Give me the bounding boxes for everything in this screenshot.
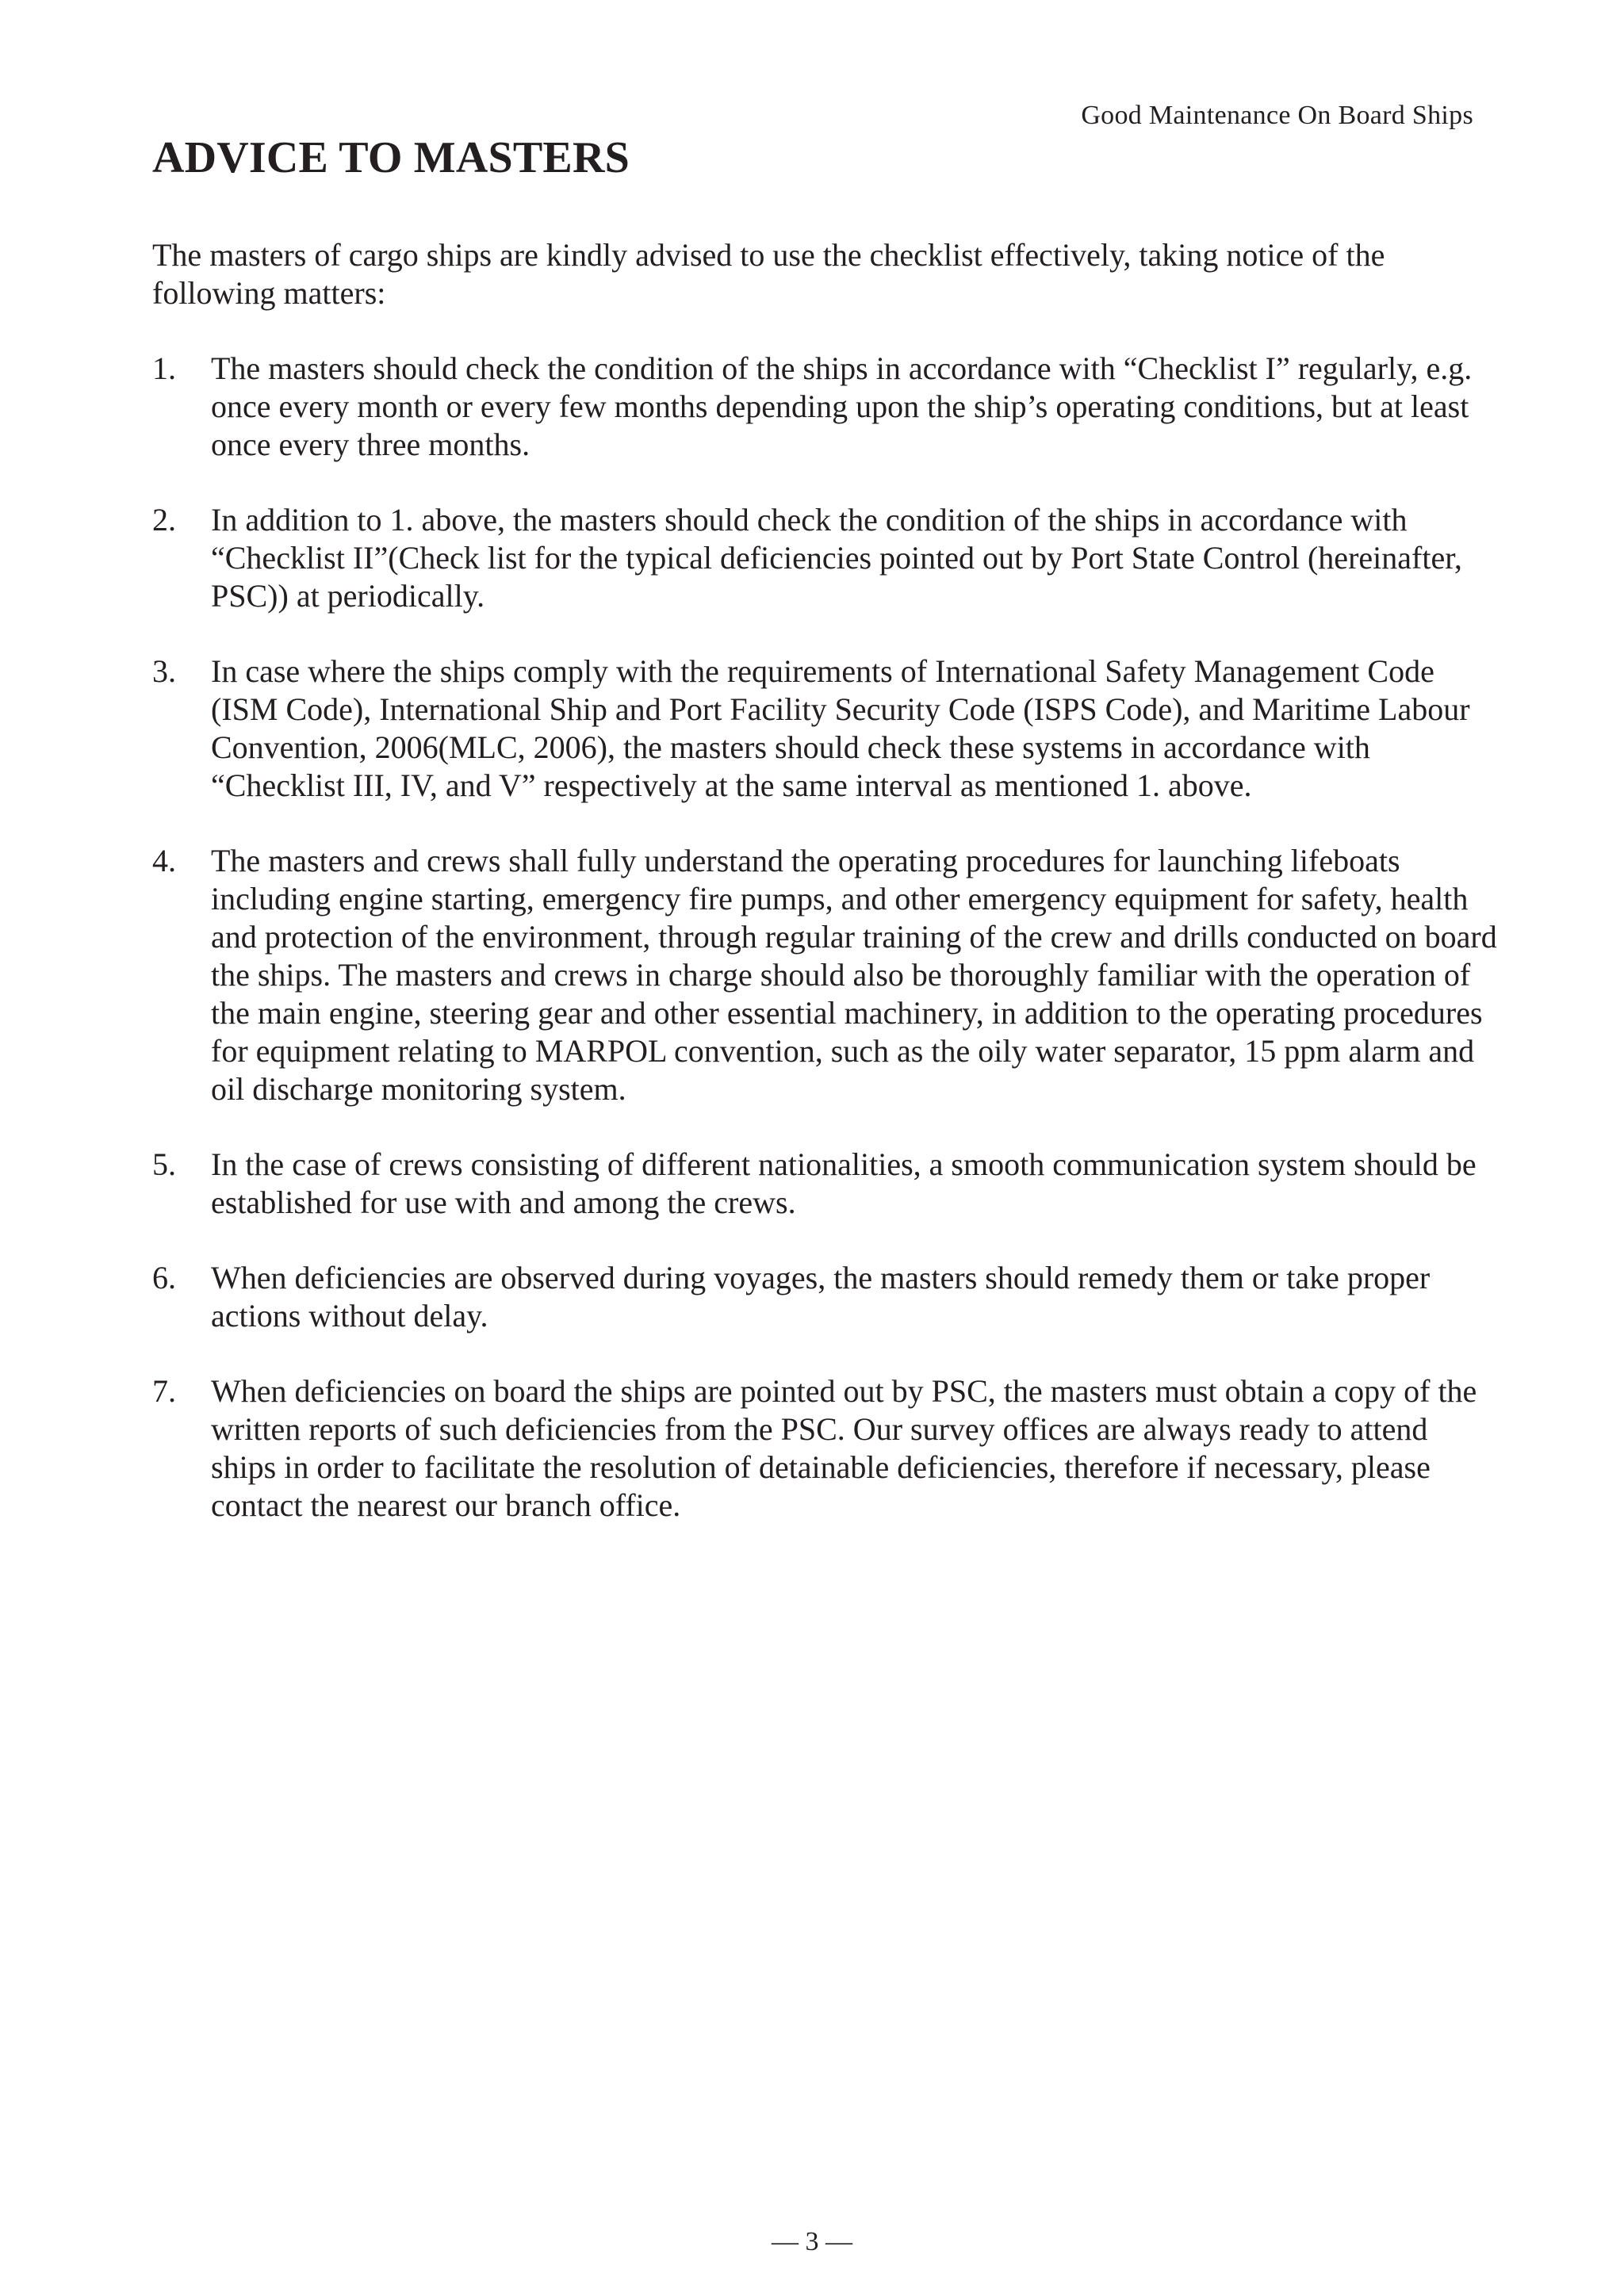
list-item	[152, 501, 1500, 615]
item-number: 6.	[152, 1260, 176, 1295]
item-text: In addition to 1. above, the masters should check the condition of the ships in accordance with “Checklist II”(Check list for the typical deficiencies pointed out by Port State Control (hereinafter, PSC)) at periodically.	[211, 502, 1462, 614]
item-number: 3.	[152, 653, 176, 689]
list-item	[152, 1146, 1500, 1222]
item-number: 5.	[152, 1146, 176, 1182]
page-title: ADVICE TO MASTERS	[152, 133, 630, 182]
list-item	[152, 1372, 1500, 1525]
item-text: When deficiencies are observed during voyages, the masters should remedy them or take proper actions without delay.	[211, 1260, 1431, 1334]
item-text: In the case of crews consisting of different nationalities, a smooth communication system should be established for use with and among the crews.	[211, 1146, 1477, 1220]
list-item	[152, 842, 1500, 1108]
item-text: The masters and crews shall fully understand the operating procedures for launching lifeboats including engine starting, emergency fire pumps, and other emergency equipment for safety, health and protection of the environment, through regular training of the crew and drills conducted on board the ships. The masters and crews in charge should also be thoroughly familiar with the operation of the main engine, steering gear and other essential machinery, in addition to the operating procedures for equipment relating to MARPOL convention, such as the oily water separator, 15 ppm alarm and oil discharge monitoring system.	[211, 843, 1497, 1107]
item-number: 7.	[152, 1373, 176, 1409]
page-number: — 3 —	[772, 2227, 852, 2256]
intro-paragraph: The masters of cargo ships are kindly advised to use the checklist effectively, taking notice of the following matters:	[152, 237, 1385, 311]
list-item	[152, 350, 1500, 464]
item-text: The masters should check the condition of the ships in accordance with “Checklist I” regularly, e.g. once every month or every few months depending upon the ship’s operating conditions, but at least once every three months.	[211, 350, 1473, 462]
item-text: When deficiencies on board the ships are pointed out by PSC, the masters must obtain a copy of the written reports of such deficiencies from the PSC. Our survey offices are always ready to attend ships in order to facilitate the resolution of detainable deficiencies, therefore if necessary, please contact the nearest our branch office.	[211, 1373, 1477, 1523]
item-number: 2.	[152, 502, 176, 538]
item-number: 4.	[152, 843, 176, 878]
list-item	[152, 652, 1500, 805]
list-item	[152, 1259, 1500, 1335]
running-header: Good Maintenance On Board Ships	[1081, 101, 1473, 130]
item-text: In case where the ships comply with the requirements of International Safety Management Code (ISM Code), International Ship and Port Facility Security Code (ISPS Code), and Maritime Labour Convention, 2006(MLC, 2006), the masters should check these systems in accordance with “Checklist III, IV, and V” respectively at the same interval as mentioned 1. above.	[211, 653, 1470, 803]
item-number: 1.	[152, 350, 176, 386]
advice-list	[152, 350, 1500, 1562]
